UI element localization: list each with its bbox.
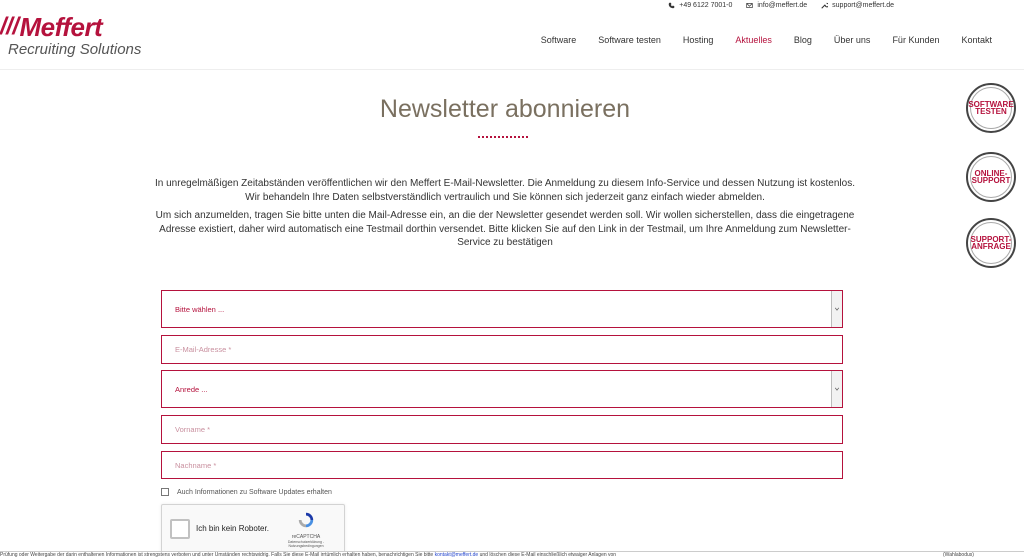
recaptcha-widget [161,504,345,554]
email-placeholder: E-Mail-Adresse * [175,345,232,354]
updates-checkbox-label: Auch Informationen zu Software Updates erhalten [177,488,332,496]
badge-top: ONLINE- [974,168,1008,178]
strip-text: Prüfung oder Weitergabe der darin enthaltenen Informationen ist strengstens verboten und unter Umständen rechtswidrig. Falls Sie diese E-Mail irrtümlich erhalten haben, benachrichtigen Sie bitte [0,552,434,557]
salutation-select-arrow[interactable] [831,371,842,407]
nav-item-software[interactable]: Software [540,35,577,45]
badge-bottom: ANFRAGE [971,242,1011,251]
nav-item-hosting[interactable]: Hosting [682,35,714,45]
badge-software-testen[interactable] [966,83,1016,133]
intro-paragraph-1: In unregelmäßigen Zeitabständen veröffentlichen wir den Meffert E-Mail-Newsletter. Die Anmeldung zu diesem Info-Service und dessen Nutzung ist kostenlos. Wir behandeln Ihre Daten selbstverständlich vertraulich und Sie können sich jederzeit ganz einfach wieder abmelden. [155,178,855,203]
email-field[interactable] [161,335,843,364]
updates-checkbox-row[interactable] [161,488,332,496]
firstname-field[interactable] [161,415,843,444]
badge-bottom: SUPPORT [971,176,1011,185]
strip-right: (Wahlabodus) [943,552,974,557]
phone-number: +49 6122 7001-0 [679,1,733,9]
title-divider [478,136,528,138]
page-title: Newsletter abonnieren [379,95,631,123]
salutation-select-value: Anrede ... [175,384,208,394]
recaptcha-links[interactable]: Datenschutzerklärung - Nutzungsbedingungen [287,540,325,548]
logo-tagline: Recruiting Solutions [8,41,142,58]
strip-link[interactable]: kontakt@meffert.de [434,552,479,557]
nav-item-aktuelles[interactable]: Aktuelles [735,35,772,45]
badge-bottom: TESTEN [975,107,1007,116]
badge-text [968,101,1013,116]
updates-checkbox[interactable] [161,488,169,496]
recaptcha-logo [276,511,336,548]
badge-top: SOFTWARE [968,99,1014,109]
logo-brand-text: Meffert [19,12,103,42]
badge-inner [970,222,1012,264]
badge-text [971,236,1012,251]
lastname-placeholder: Nachname * [175,460,217,470]
chevron-down-icon [834,306,840,312]
info-email: info@meffert.de [757,1,808,9]
nav-item-fuer-kunden[interactable]: Für Kunden [892,35,940,45]
main-nav [541,35,992,45]
logo-brand [0,14,141,40]
badge-inner [970,87,1012,129]
site-header [0,0,1024,70]
nav-item-software-testen[interactable]: Software testen [598,35,661,45]
nav-item-blog[interactable]: Blog [793,35,812,45]
logo-slashes: /// [0,13,19,40]
topic-select[interactable] [161,290,843,328]
company-logo[interactable] [0,14,141,58]
intro-text [150,177,860,255]
chevron-down-icon [834,386,840,392]
nav-item-kontakt[interactable]: Kontakt [961,35,992,45]
salutation-select[interactable] [161,370,843,408]
badge-text [972,170,1011,185]
topic-select-value: Bitte wählen ... [175,304,225,314]
lastname-field[interactable] [161,451,843,479]
recaptcha-brand: reCAPTCHA [291,534,321,540]
badge-online-support[interactable] [966,152,1016,202]
intro-paragraph-2: Um sich anzumelden, tragen Sie bitte unten die Mail-Adresse ein, an die der Newsletter gesendet werden soll. Wir wollen sicherstellen, dass die eingetragene Adresse existiert, daher wird automatisch eine Testmail dorthin versendet. Bitte klicken Sie auf den Link in der Testmail, um Ihre Anmeldung zum Newsletter-Service zu bestätigen [155,210,855,248]
bottom-status-strip [0,551,1024,557]
support-email: support@meffert.de [832,1,894,9]
badge-top: SUPPORT- [970,234,1012,244]
topic-select-arrow[interactable] [831,291,842,327]
badge-inner [970,156,1012,198]
recaptcha-checkbox[interactable] [170,519,190,539]
recaptcha-icon [297,511,315,529]
badge-support-anfrage[interactable] [966,218,1016,268]
nav-item-ueber-uns[interactable]: Über uns [833,35,871,45]
strip-text-2: und löschen diese E-Mail einschließlich etwaiger Anlagen von [479,552,617,557]
firstname-placeholder: Vorname * [175,425,211,434]
recaptcha-label: Ich bin kein Roboter. [196,524,269,533]
